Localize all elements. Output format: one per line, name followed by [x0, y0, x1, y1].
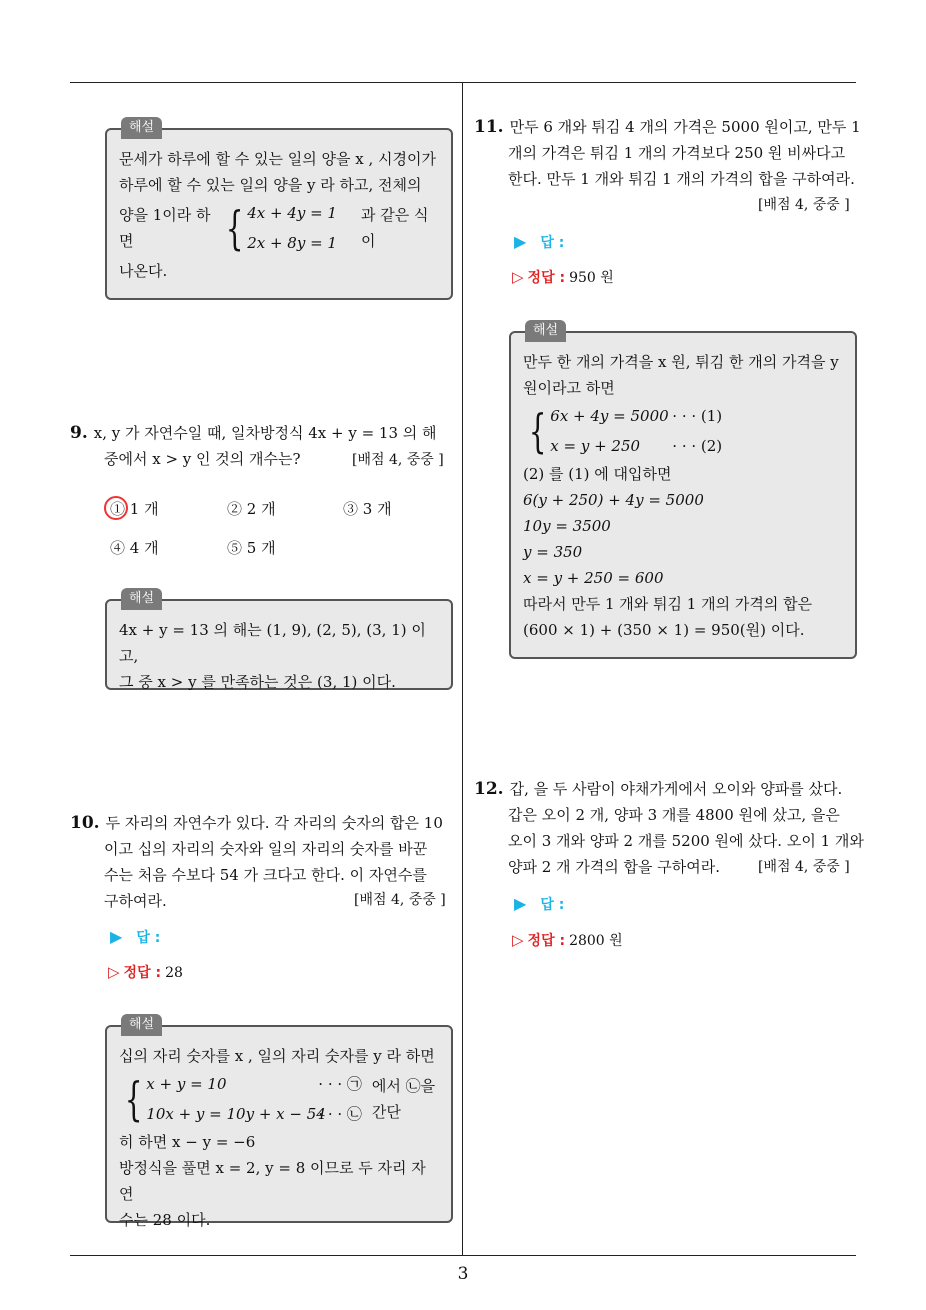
solution-tag: 해설	[525, 320, 566, 342]
top-rule	[70, 82, 856, 83]
triangle-outline-icon: ▷	[108, 963, 120, 981]
equation: 6x + 4y = 5000	[550, 407, 669, 425]
choice-1[interactable]: ① 1 개	[110, 500, 159, 518]
question-11	[474, 114, 864, 192]
triangle-outline-icon: ▷	[512, 931, 524, 949]
equation: 2x + 8y = 1	[247, 234, 337, 252]
question-text: 중에서 x > y 인 것의 개수는?	[104, 450, 301, 468]
correct-answer	[512, 267, 614, 287]
question-meta: [배점 4, 중중 ]	[758, 197, 850, 213]
equation: x = y + 250	[550, 437, 641, 455]
choice-2[interactable]: ② 2 개	[227, 500, 276, 518]
choice-5[interactable]: ⑤ 5 개	[227, 539, 276, 557]
question-text: 두 자리의 자연수가 있다. 각 자리의 숫자의 합은 10	[105, 814, 443, 832]
solution-box-11	[509, 323, 857, 659]
bottom-rule	[70, 1255, 856, 1256]
solution-text: (2) 를 (1) 에 대입하면	[523, 465, 672, 483]
question-number: 11.	[474, 117, 504, 137]
question-meta: [배점 4, 중중 ]	[354, 892, 446, 908]
page-number: 3	[457, 1264, 469, 1284]
play-arrow-icon: ▶	[110, 927, 123, 946]
solution-text: 하루에 할 수 있는 일의 양을 y 라 하고, 전체의	[119, 176, 422, 194]
correct-answer	[108, 962, 183, 982]
solution-text: x = y + 250 = 600	[523, 569, 664, 587]
question-number: 10.	[70, 813, 100, 833]
answer-line	[514, 894, 564, 914]
answer-label: 답 :	[540, 897, 565, 913]
question-text: 한다. 만두 1 개와 튀김 1 개의 가격의 합을 구하여라.	[508, 170, 855, 188]
question-meta: [배점 4, 중중 ]	[758, 859, 850, 875]
answer-label: 답 :	[136, 930, 161, 946]
choice-3[interactable]: ③ 3 개	[343, 500, 392, 518]
equation: 4x + 4y = 1	[247, 204, 337, 222]
solution-tag: 해설	[121, 117, 162, 139]
equation-tag: · · · (1)	[672, 407, 723, 425]
solution-text: 원이라고 하면	[523, 379, 615, 397]
play-arrow-icon: ▶	[514, 894, 527, 913]
brace: {	[124, 1072, 143, 1126]
equation-tag: · · · (2)	[672, 437, 723, 455]
solution-text: 수는 28 이다.	[119, 1211, 211, 1229]
solution-text: 히 하면 x − y = −6	[119, 1133, 256, 1151]
question-number: 9.	[70, 423, 88, 443]
solution-text: 따라서 만두 1 개와 튀김 1 개의 가격의 합은	[523, 595, 813, 613]
equation-tag: · · · ㉠	[318, 1075, 362, 1093]
question-text: 갑, 을 두 사람이 야채가게에서 오이와 양파를 샀다.	[509, 780, 843, 798]
solution-tag: 해설	[121, 588, 162, 610]
question-text: 수는 처음 수보다 54 가 크다고 한다. 이 자연수를	[104, 866, 427, 884]
question-text: 구하여라.	[104, 892, 167, 910]
solution-text: 4x + y = 13 의 해는 (1, 9), (2, 5), (3, 1) 이고,	[119, 621, 426, 665]
brace: {	[528, 404, 547, 458]
solution-text: 나온다.	[119, 262, 168, 280]
solution-box-9	[105, 591, 453, 691]
solution-text: 양을 1이라 하면	[119, 206, 211, 250]
brace: {	[225, 201, 244, 255]
question-text: 오이 3 개와 양파 2 개를 5200 원에 샀다. 오이 1 개와	[508, 832, 864, 850]
equation: 10x + y = 10y + x − 54	[146, 1105, 326, 1123]
solution-text: 방정식을 풀면 x = 2, y = 8 이므로 두 자리 자연	[119, 1159, 426, 1203]
equation-system	[119, 1069, 439, 1129]
column-divider	[462, 82, 463, 1256]
solution-text: (600 × 1) + (350 × 1) = 950(원) 이다.	[523, 621, 805, 639]
choice-4[interactable]: ④ 4 개	[110, 539, 159, 557]
answer-line	[110, 927, 160, 947]
solution-text: 과 같은 식이	[360, 206, 429, 250]
solution-text: 에서 ㉡을 간단	[371, 1077, 436, 1121]
answer-label: 답 :	[540, 235, 565, 251]
question-text: 갑은 오이 2 개, 양파 3 개를 4800 원에 샀고, 을은	[508, 806, 840, 824]
equation-system	[119, 198, 439, 258]
question-text: x, y 가 자연수일 때, 일차방정식 4x + y = 13 의 해	[93, 424, 437, 442]
solution-text: 그 중 x > y 를 만족하는 것은 (3, 1) 이다.	[119, 673, 396, 691]
equation-tag: · · · ㉡	[318, 1105, 362, 1123]
solution-box-10	[105, 1017, 453, 1229]
correct-label: 정답 :	[527, 270, 566, 286]
question-number: 12.	[474, 779, 504, 799]
solution-text: 6(y + 250) + 4y = 5000	[523, 491, 704, 509]
play-arrow-icon: ▶	[514, 232, 527, 251]
solution-box-1	[105, 120, 453, 300]
solution-text: 10y = 3500	[523, 517, 611, 535]
question-text: 양파 2 개 가격의 합을 구하여라.	[508, 858, 721, 876]
correct-value: 28	[165, 965, 183, 981]
solution-text: 십의 자리 숫자를 x , 일의 자리 숫자를 y 라 하면	[119, 1047, 435, 1065]
correct-label: 정답 :	[123, 965, 162, 981]
correct-value: 2800 원	[569, 933, 623, 949]
correct-label: 정답 :	[527, 933, 566, 949]
triangle-outline-icon: ▷	[512, 268, 524, 286]
question-text: 이고 십의 자리의 숫자와 일의 자리의 숫자를 바꾼	[104, 840, 428, 858]
answer-line	[514, 232, 564, 252]
question-meta: [배점 4, 중중 ]	[352, 452, 444, 468]
question-text: 만두 6 개와 튀김 4 개의 가격은 5000 원이고, 만두 1	[509, 118, 861, 136]
correct-value: 950 원	[569, 270, 614, 286]
equation-system	[523, 401, 843, 461]
solution-text: 만두 한 개의 가격을 x 원, 튀김 한 개의 가격을 y	[523, 353, 839, 371]
solution-text: 문세가 하루에 할 수 있는 일의 양을 x , 시경이가	[119, 150, 436, 168]
correct-answer	[512, 930, 623, 950]
solution-tag: 해설	[121, 1014, 162, 1036]
equation: x + y = 10	[146, 1075, 227, 1093]
solution-text: y = 350	[523, 543, 583, 561]
question-text: 개의 가격은 튀김 1 개의 가격보다 250 원 비싸다고	[508, 144, 846, 162]
